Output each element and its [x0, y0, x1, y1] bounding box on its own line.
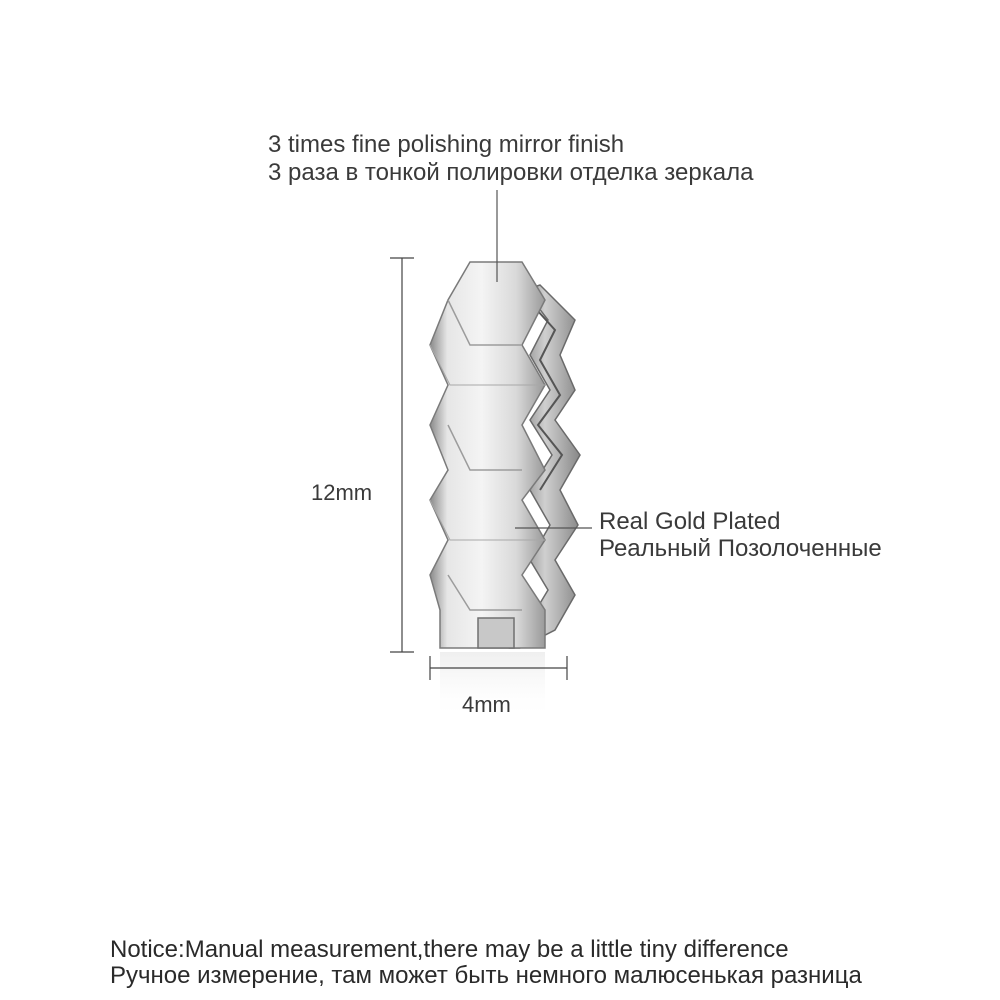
notice-ru: Ручное измерение, там может быть немного малюсенькая разница — [110, 962, 862, 989]
notice-en: Notice:Manual measurement,there may be a little tiny difference — [110, 936, 789, 963]
height-dimension-line — [390, 258, 414, 652]
plating-caption-en: Real Gold Plated — [599, 508, 781, 535]
polish-caption-en: 3 times fine polishing mirror finish — [268, 131, 625, 158]
plating-caption-ru: Реальный Позолоченные — [599, 535, 882, 562]
polish-caption-ru: 3 раза в тонкой полировки отделка зеркала — [268, 159, 754, 186]
earring-front-face — [430, 262, 545, 648]
height-label: 12mm — [311, 480, 373, 505]
width-label: 4mm — [462, 692, 511, 717]
